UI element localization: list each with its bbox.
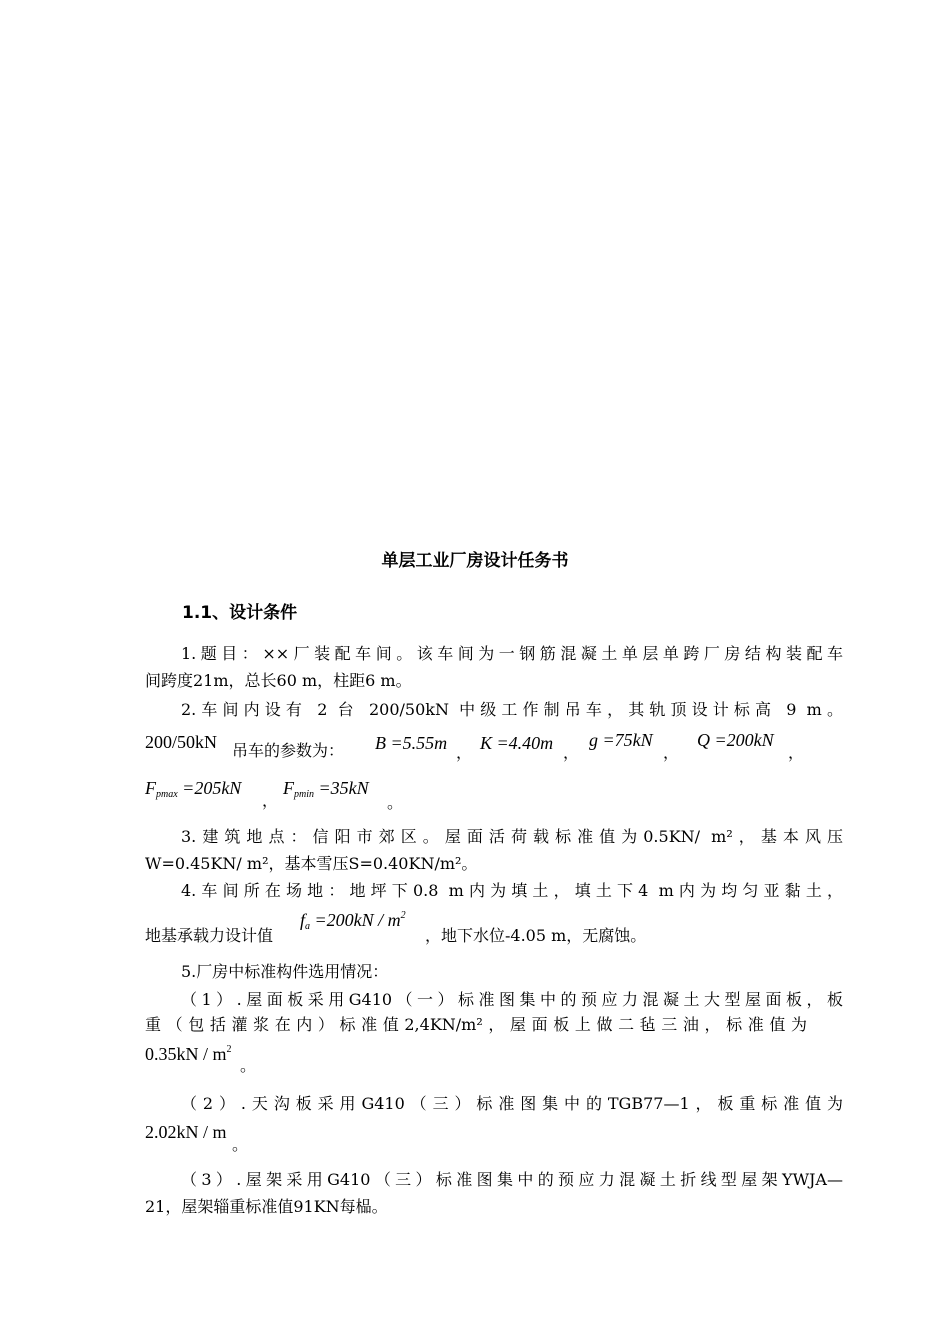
- period: 。: [232, 1135, 249, 1154]
- para-1-line-1: 1.题目：××厂装配车间。该车间为一钢筋混凝土单层单跨厂房结构装配车: [181, 644, 843, 663]
- comma: ，: [663, 743, 680, 762]
- para-1-line-2: 间跨度21m，总长60 m，柱距6 m。: [145, 671, 412, 690]
- para-4-line-1: 4.车间所在场地：地坪下0.8 m内为填土，填土下4 m内为均匀亚黏土，: [181, 881, 843, 900]
- comma: ，: [563, 743, 580, 762]
- para-2-line-1: 2.车间内设有 2 台 200/50kN 中级工作制吊车，其轨顶设计标高 9 m。: [181, 700, 843, 719]
- crane-params-label: 吊车的参数为：: [232, 741, 345, 760]
- value-roof-finish: $0.35kN / m^2$: [145, 1044, 232, 1064]
- param-Q: Q =200kN: [697, 730, 774, 750]
- period: 。: [387, 793, 404, 812]
- para-5-2-line-1: （2）.天沟板采用G410（三）标准图集中的TGB77—1，板重标准值为: [181, 1094, 843, 1113]
- para-3-line-1: 3.建筑地点：信阳市郊区。屋面活荷载标准值为0.5KN/ m²，基本风压: [181, 827, 843, 846]
- para-5-1-line-1: （1）.屋面板采用G410（一）标准图集中的预应力混凝土大型屋面板，板: [181, 990, 843, 1009]
- bearing-label: 地基承载力设计值: [145, 926, 274, 945]
- para-3-line-2: W=0.45KN/ m²，基本雪压S=0.40KN/m²。: [145, 854, 478, 873]
- crane-capacity: 200/50kN: [145, 732, 217, 752]
- para-5-3-line-1: （3）.屋架采用G410（三）标准图集中的预应力混凝土折线型屋架YWJA—: [181, 1170, 843, 1189]
- comma: ，: [788, 743, 805, 762]
- document-title: 单层工业厂房设计任务书: [381, 551, 569, 571]
- comma: ，: [262, 791, 279, 810]
- value-gutter: 2.02kN / m: [145, 1122, 227, 1142]
- param-fpmin: $F_{pmin} =35kN$: [283, 778, 369, 800]
- param-K: K =4.40m: [480, 733, 554, 753]
- para-5-1-line-2: 重（包括灌浆在内）标准值2,4KN/m²，屋面板上做二毡三油，标准值为: [145, 1015, 807, 1034]
- bearing-rest: ，地下水位-4.05 m，无腐蚀。: [425, 926, 647, 945]
- para-5-3-line-2: 21，屋架辎重标准值91KN每榀。: [145, 1197, 388, 1216]
- param-g: g =75kN: [589, 730, 653, 750]
- section-heading: 1.1、设计条件: [182, 603, 298, 623]
- para-5: 5.厂房中标准构件选用情况：: [181, 962, 389, 981]
- period: 。: [240, 1056, 257, 1075]
- param-fa: $f_a =200kN / m^2$: [300, 910, 406, 932]
- param-B: B =5.55m: [375, 733, 448, 753]
- param-fpmax: $F_{pmax} =205kN$: [145, 778, 242, 800]
- comma: ，: [456, 743, 473, 762]
